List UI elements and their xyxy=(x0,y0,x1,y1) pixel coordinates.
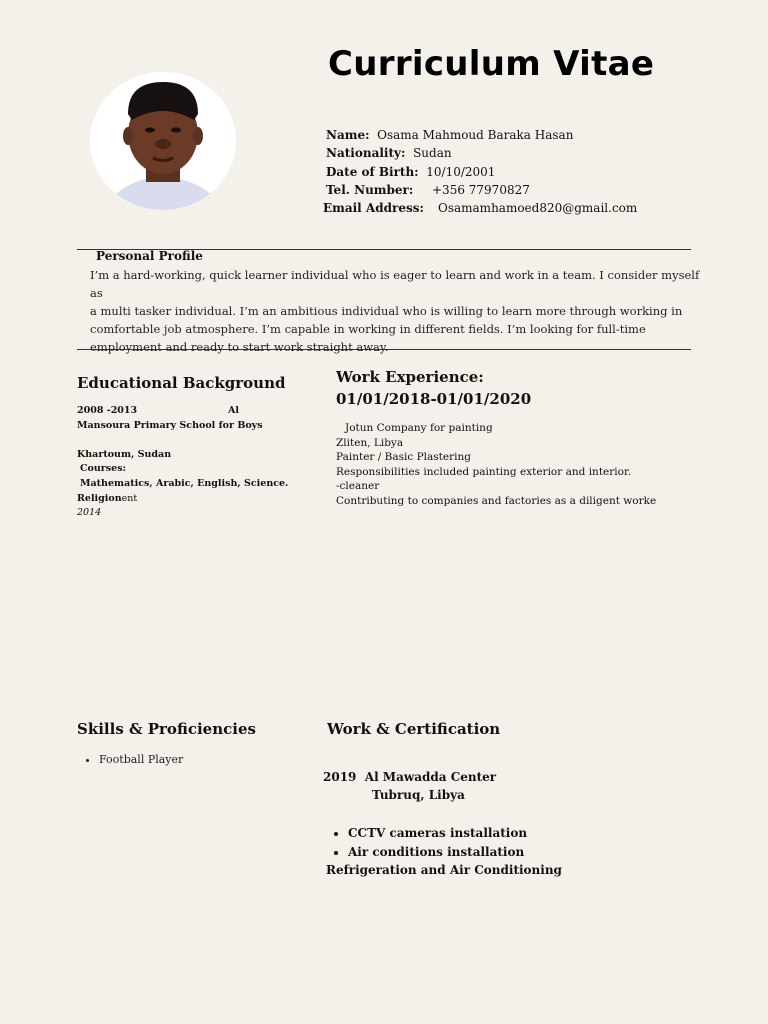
work-location: Zliten, Libya xyxy=(336,436,404,449)
email-label: Email Address: xyxy=(323,201,424,215)
profile-text xyxy=(90,266,710,356)
work-contribution: Contributing to companies and factories as a diligent worke xyxy=(336,494,657,507)
education-heading: Educational Background xyxy=(77,374,286,392)
nationality-value: Sudan xyxy=(413,146,452,160)
profile-line: a multi tasker individual. I’m an ambitious individual who is willing to learn more through working in xyxy=(90,304,683,318)
certification-item: • Air conditions installation xyxy=(348,843,562,862)
email-value[interactable]: Osamamhamoed820@gmail.com xyxy=(438,201,638,215)
dob-label: Date of Birth: xyxy=(326,165,419,179)
skills-list xyxy=(77,751,183,769)
dob-row xyxy=(326,163,495,182)
skill-item: • Football Player xyxy=(99,751,183,769)
profile-line: I’m a hard-working, quick learner individual who is eager to learn and work in a team. I consider myself as xyxy=(90,268,700,300)
profile-photo xyxy=(90,72,236,210)
tel-value: +356 77970827 xyxy=(432,183,530,197)
certification-heading: Work & Certification xyxy=(327,720,501,738)
profile-line: comfortable job atmosphere. I’m capable in working in different fields. I’m looking for full-time xyxy=(90,322,646,336)
courses-list: Mathematics, Arabic, English, Science. xyxy=(80,477,289,489)
certification-item: • CCTV cameras installation xyxy=(348,824,562,843)
profile-heading: Personal Profile xyxy=(96,249,203,263)
nationality-label: Nationality: xyxy=(326,146,406,160)
education-location: Khartoum, Sudan xyxy=(77,448,172,460)
page-title: Curriculum Vitae xyxy=(328,44,655,84)
education-al: Al xyxy=(228,405,239,416)
education-block xyxy=(77,404,317,521)
work-role: Painter / Basic Plastering xyxy=(336,451,471,464)
person-photo-icon xyxy=(90,72,236,210)
education-year-end: 2014 xyxy=(77,507,102,519)
tel-row xyxy=(326,181,413,200)
email-row xyxy=(323,199,424,218)
nationality-row xyxy=(326,144,452,163)
work-block xyxy=(336,421,756,509)
certification-list xyxy=(326,824,562,880)
name-row xyxy=(326,126,573,145)
name-label: Name: xyxy=(326,128,370,142)
work-company: Jotun Company for painting xyxy=(345,422,493,434)
religion-suffix: ent xyxy=(121,492,138,504)
skills-heading: Skills & Proficiencies xyxy=(77,720,256,738)
profile-line: employment and ready to start work straight away. xyxy=(90,340,389,354)
name-value: Osama Mahmoud Baraka Hasan xyxy=(377,128,574,142)
education-school: Mansoura Primary School for Boys xyxy=(77,419,263,431)
work-cleaner: -cleaner xyxy=(336,480,380,493)
work-dates: 01/01/2018-01/01/2020 xyxy=(336,390,532,408)
work-heading: Work Experience: xyxy=(336,368,484,386)
tel-label: Tel. Number: xyxy=(326,183,414,197)
certification-extra: Refrigeration and Air Conditioning xyxy=(326,863,562,877)
religion-text: Religion xyxy=(77,492,122,504)
courses-label: Courses: xyxy=(80,463,127,475)
dob-value: 10/10/2001 xyxy=(426,165,496,179)
education-years: 2008 -2013 xyxy=(77,405,138,416)
certification-year-center: 2019 Al Mawadda Center xyxy=(323,770,497,784)
work-responsibilities: Responsibilities included painting exterior and interior. xyxy=(336,465,632,478)
certification-location: Tubruq, Libya xyxy=(372,788,465,802)
